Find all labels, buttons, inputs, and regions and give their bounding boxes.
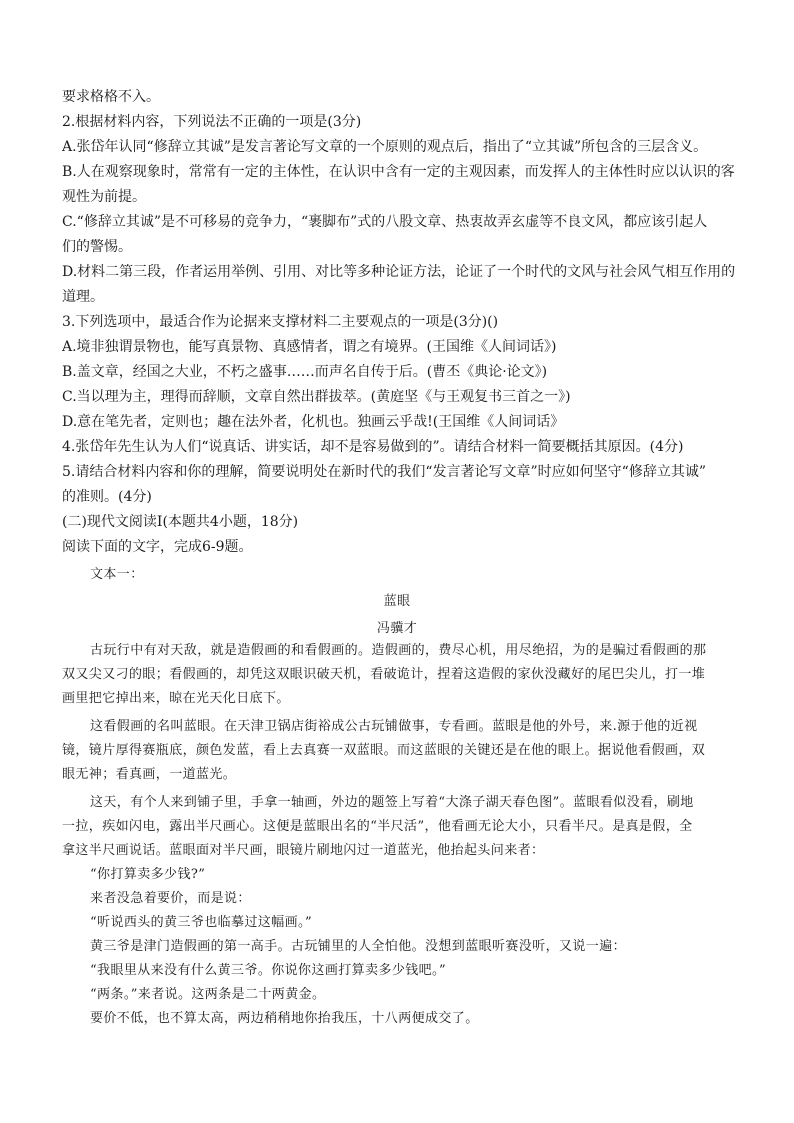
option-c: C.当以理为主，理得而辞顺，文章自然出群拔萃。(黄庭坚《与王观复书三首之一》) xyxy=(62,389,571,405)
option-d: D.意在笔先者，定则也；趣在法外者，化机也。独画云乎哉!(王国维《人间词话》 xyxy=(62,414,565,430)
text-label: 文本一： xyxy=(90,567,144,582)
option-b: B.盖文章，经国之大业，不朽之盛事……而声名自传于后。(曹丕《典论·论文》) xyxy=(62,364,548,380)
story-paragraph: 镜，镜片厚得赛瓶底，颜色发蓝，看上去真赛一双蓝眼。而这蓝眼的关键还是在他的眼上。据说他看假画，双 xyxy=(62,743,706,758)
option-b: B.人在观察现象时，常常有一定的主体性，在认识中含有一定的主观因素，而发挥人的主体性时应以认识的客 xyxy=(62,164,735,180)
story-paragraph: 眼无神；看真画，一道蓝光。 xyxy=(62,767,237,782)
story-paragraph: 这看假画的名叫蓝眼。在天津卫锅店街裕成公古玩铺做事，专看画。蓝眼是他的外号，来.源于他的近视 xyxy=(90,719,698,734)
story-paragraph: 来者没急着要价，而是说： xyxy=(90,891,251,906)
dialogue-line: “我眼里从来没有什么黄三爷。你说你这画打算卖多少钱吧。” xyxy=(90,963,446,978)
story-title: 蓝眼 xyxy=(383,594,411,609)
question-5-cont: 的准则。(4分) xyxy=(62,489,152,505)
option-d: D.材料二第三段，作者运用举例、引用、对比等多种论证方法，论证了一个时代的文风与社会风气相互作用的 xyxy=(62,264,736,280)
story-paragraph: 拿这半尺画说话。蓝眼面对半尺画，眼镜片刷地闪过一道蓝光，他抬起头问来者： xyxy=(62,843,545,858)
option-c-cont: 们的警惕。 xyxy=(62,239,132,255)
question-2-stem: 2.根据材料内容，下列说法不正确的一项是(3分) xyxy=(62,114,362,130)
story-paragraph: 这天，有个人来到铺子里，手拿一轴画，外边的题签上写着“大涤子湖天春色图”。蓝眼看似没看，刷地 xyxy=(90,795,694,810)
dialogue-line: “听说西头的黄三爷也临摹过这幅画。” xyxy=(90,915,312,930)
option-b-cont: 观性为前提。 xyxy=(62,189,146,205)
question-4: 4.张岱年先生认为人们“说真话、讲实话，却不是容易做到的”。请结合材料一简要概括其原因。(4分) xyxy=(62,439,684,455)
question-3-stem: 3.下列选项中，最适合作为论据来支撑材料二主要观点的一项是(3分)() xyxy=(62,314,499,330)
story-paragraph: 黄三爷是津门造假画的第一高手。古玩铺里的人全怕他。没想到蓝眼听赛没听，又说一遍： xyxy=(90,939,627,954)
text-line: 要求格格不入。 xyxy=(62,89,160,105)
option-c: C.“修辞立其诚”是不可移易的竞争力，“裹脚布”式的八股文章、热衷故弄玄虚等不良文风，都应该引起人 xyxy=(62,214,708,230)
option-d-cont: 道理。 xyxy=(62,289,104,305)
story-paragraph: 要价不低，也不算太高，两边稍稍地你抬我压，十八两便成交了。 xyxy=(90,1011,479,1026)
section-heading: (二)现代文阅读Ⅰ(本题共4小题，18分) xyxy=(62,514,299,530)
story-paragraph: 双又尖又刁的眼；看假画的，却凭这双眼识破天机，看破诡计，捏着这造假的家伙没藏好的尾巴尖儿，打一堆 xyxy=(62,667,706,682)
story-paragraph: 画里把它掉出来，晾在光天化日底下。 xyxy=(62,691,290,706)
dialogue-line: “两条。”来者说。这两条是二十两黄金。 xyxy=(90,987,326,1002)
option-a: A.张岱年认同“修辞立其诚”是发言著论写文章的一个原则的观点后，指出了“立其诚”所包含的三层含义。 xyxy=(62,139,708,155)
question-5: 5.请结合材料内容和你的理解，简要说明处在新时代的我们“发言著论写文章”时应如何坚守“修辞立其诚” xyxy=(62,464,706,480)
story-paragraph: 古玩行中有对天敌，就是造假画的和看假画的。造假画的，费尽心机，用尽绝招，为的是骗过看假画的那 xyxy=(90,643,707,658)
dialogue-line: “你打算卖多少钱?” xyxy=(90,867,206,882)
story-paragraph: 一拉，疾如闪电，露出半尺画心。这便是蓝眼出名的“半尺活”，他看画无论大小，只看半尺。是真是假，全 xyxy=(62,819,693,834)
option-a: A.境非独谓景物也，能写真景物、真感情者，谓之有境界。(王国维《人间词话》) xyxy=(62,339,557,355)
reading-instruction: 阅读下面的文字，完成6-9题。 xyxy=(62,539,253,555)
story-author: 冯骥才 xyxy=(376,621,418,636)
